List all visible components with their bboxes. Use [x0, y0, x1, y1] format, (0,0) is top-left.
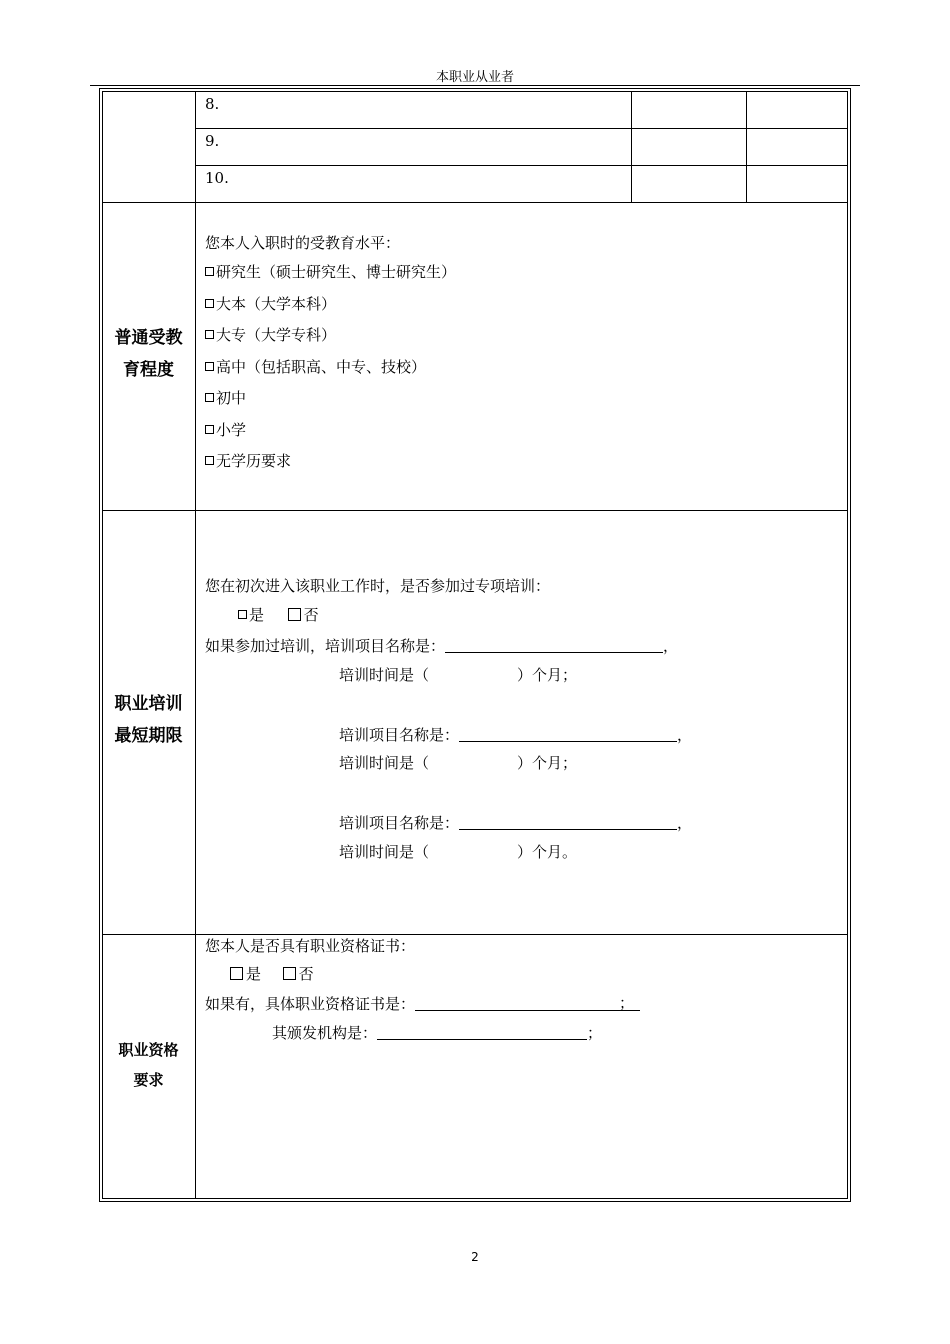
page-number: 2 [471, 1250, 479, 1264]
header-rule [90, 85, 860, 86]
certificate-yes-no [230, 964, 314, 984]
row-number-9: 9. [205, 132, 220, 150]
certificate-issuer-row: 其颁发机构是： ； [272, 1024, 603, 1042]
education-question: 您本人入职时的受教育水平： [205, 234, 401, 252]
education-option-highschool[interactable]: 高中（包括职高、中专、技校） [205, 357, 426, 377]
top-rows-divider-2 [746, 91, 747, 202]
page-header: 本职业从业者 [435, 70, 514, 85]
education-option-primary[interactable]: 小学 [205, 420, 246, 440]
checkbox-icon[interactable] [205, 393, 214, 402]
certificate-label [102, 1035, 195, 1095]
training-time-row-2: 培训时间是（ ）个月； [339, 754, 578, 772]
checkbox-icon[interactable] [205, 362, 214, 371]
certificate-label-line2: 要求 [133, 1071, 164, 1089]
certificate-label-line1: 职业资格 [118, 1041, 179, 1059]
education-label-line1: 普通受教 [114, 328, 183, 348]
education-label [102, 322, 195, 386]
training-name-field-3[interactable] [459, 815, 677, 830]
education-option-graduate[interactable]: 研究生（硕士研究生、博士研究生） [205, 262, 456, 282]
education-option-bachelor[interactable]: 大本（大学本科） [205, 294, 336, 314]
row-number-8: 8. [205, 95, 220, 113]
checkbox-icon[interactable] [230, 967, 243, 980]
training-yes-option[interactable]: 是 [238, 606, 264, 624]
row-number-10: 10. [205, 169, 229, 187]
top-rows-divider-1 [631, 91, 632, 202]
training-time-row-1: 培训时间是（ ）个月； [339, 666, 578, 684]
training-label-line2: 最短期限 [114, 726, 183, 746]
checkbox-icon[interactable] [288, 608, 301, 621]
training-name-row-1: 如果参加过培训，培训项目名称是： ， [205, 637, 679, 655]
education-label-line2: 育程度 [123, 360, 174, 380]
certificate-name-row: 如果有，具体职业资格证书是： ； [205, 994, 640, 1014]
training-no-option[interactable]: 否 [288, 606, 319, 624]
training-time-row-3: 培训时间是（ ）个月。 [339, 843, 578, 861]
row-divider-9 [195, 165, 848, 166]
checkbox-icon[interactable] [238, 610, 247, 619]
certificate-name-field[interactable]: ； [415, 996, 640, 1011]
row-divider-8 [195, 128, 848, 129]
certificate-no-option[interactable]: 否 [283, 965, 314, 983]
section-divider-training [102, 510, 848, 511]
checkbox-icon[interactable] [205, 456, 214, 465]
certificate-yes-option[interactable]: 是 [230, 965, 261, 983]
training-question: 您在初次进入该职业工作时，是否参加过专项培训： [205, 577, 551, 595]
training-label [102, 688, 195, 752]
checkbox-icon[interactable] [205, 267, 214, 276]
training-name-field-2[interactable] [459, 727, 677, 742]
certificate-question: 您本人是否具有职业资格证书： [205, 937, 416, 955]
education-option-middle[interactable]: 初中 [205, 388, 246, 408]
checkbox-icon[interactable] [205, 425, 214, 434]
training-name-field-1[interactable] [445, 638, 663, 653]
section-divider-education [102, 202, 848, 203]
training-name-row-3: 培训项目名称是： ， [339, 814, 693, 832]
training-name-row-2: 培训项目名称是： ， [339, 726, 693, 744]
training-yes-no [238, 605, 319, 625]
training-label-line1: 职业培训 [114, 694, 183, 714]
checkbox-icon[interactable] [205, 330, 214, 339]
education-option-none[interactable]: 无学历要求 [205, 451, 291, 471]
certificate-issuer-field[interactable] [377, 1025, 587, 1040]
checkbox-icon[interactable] [205, 299, 214, 308]
section-divider-certificate [102, 934, 848, 935]
checkbox-icon[interactable] [283, 967, 296, 980]
label-column-divider [195, 91, 196, 1199]
education-option-college[interactable]: 大专（大学专科） [205, 325, 336, 345]
